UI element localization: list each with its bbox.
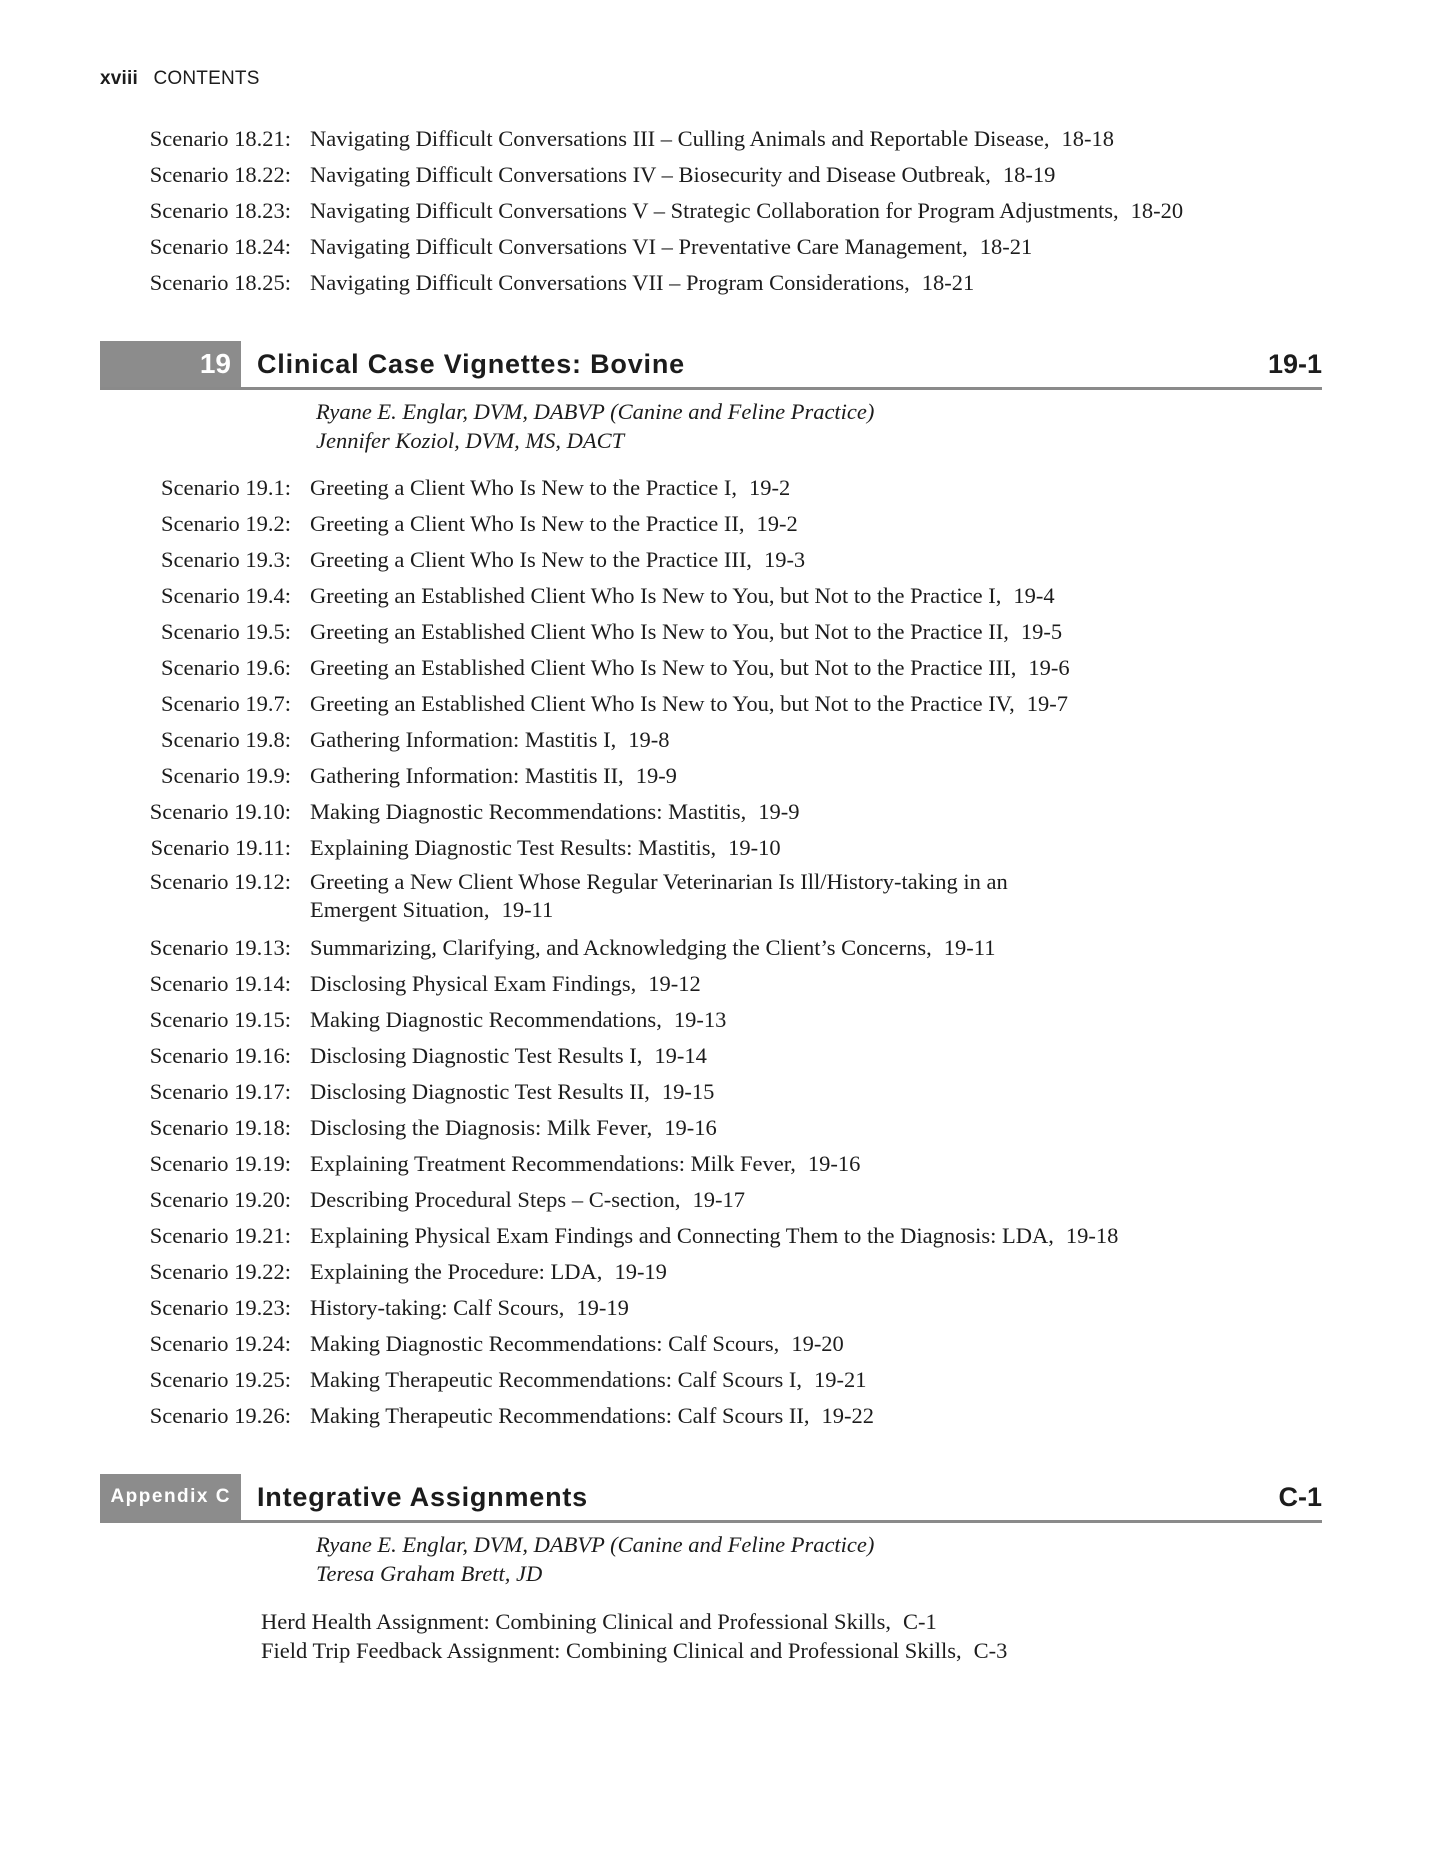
scenario-page: 19-17 bbox=[692, 1187, 746, 1212]
scenario-number: Scenario 18.21: bbox=[149, 126, 291, 151]
scenario-page: 18-19 bbox=[1002, 162, 1056, 187]
scenario-number: Scenario 19.13: bbox=[149, 935, 291, 960]
scenario-title: Describing Procedural Steps – C-section, bbox=[310, 1187, 681, 1212]
scenario-title: Navigating Difficult Conversations VII – Program Considerations, bbox=[310, 270, 910, 295]
toc-entry[interactable] bbox=[0, 1146, 1445, 1182]
toc-entry[interactable] bbox=[0, 966, 1445, 1002]
scenario-number: Scenario 19.25: bbox=[149, 1367, 291, 1392]
scenario-number: Scenario 19.1: bbox=[161, 475, 291, 500]
scenario-title: Disclosing Diagnostic Test Results I, bbox=[310, 1043, 643, 1068]
toc-entry[interactable] bbox=[0, 1182, 1445, 1218]
chapter-19-authors bbox=[316, 397, 874, 455]
scenario-page: 19-8 bbox=[628, 727, 670, 752]
scenario-page: 19-16 bbox=[807, 1151, 861, 1176]
scenario-number: Scenario 19.21: bbox=[149, 1223, 291, 1248]
appendix-title: Integrative Assignments bbox=[257, 1482, 588, 1512]
scenario-title: Greeting an Established Client Who Is New to You, but Not to the Practice III, bbox=[310, 655, 1017, 680]
scenario-page: 19-19 bbox=[576, 1295, 629, 1320]
scenario-number: Scenario 19.18: bbox=[149, 1115, 291, 1140]
chapter-number-badge: 19 bbox=[100, 341, 241, 387]
scenario-number: Scenario 18.22: bbox=[149, 162, 291, 187]
scenario-page: 19-20 bbox=[791, 1331, 844, 1356]
author-line: Ryane E. Englar, DVM, DABVP (Canine and Feline Practice) bbox=[316, 399, 875, 424]
scenario-number: Scenario 19.17: bbox=[149, 1079, 291, 1104]
scenario-number: Scenario 19.15: bbox=[149, 1007, 291, 1032]
scenario-number: Scenario 18.25: bbox=[149, 270, 291, 295]
toc-entry[interactable] bbox=[0, 1110, 1445, 1146]
scenario-title: Making Diagnostic Recommendations, bbox=[310, 1007, 662, 1032]
scenario-number: Scenario 19.5: bbox=[161, 619, 291, 644]
scenario-number: Scenario 19.8: bbox=[161, 727, 291, 752]
appendix-entry-title: Field Trip Feedback Assignment: Combining Clinical and Professional Skills, bbox=[261, 1638, 962, 1663]
scenario-number: Scenario 19.23: bbox=[149, 1295, 291, 1320]
scenario-page: 19-16 bbox=[664, 1115, 717, 1140]
scenario-title: Navigating Difficult Conversations VI – Preventative Care Management, bbox=[310, 234, 968, 259]
appendix-entry-page: C-3 bbox=[973, 1638, 1008, 1663]
toc-entry[interactable] bbox=[0, 1398, 1445, 1434]
scenario-number: Scenario 19.24: bbox=[149, 1331, 291, 1356]
scenario-page: 19-4 bbox=[1013, 583, 1055, 608]
author-line: Ryane E. Englar, DVM, DABVP (Canine and Feline Practice) bbox=[316, 1532, 875, 1557]
page-number: xviii bbox=[100, 68, 138, 89]
scenario-page: 18-21 bbox=[921, 270, 975, 295]
appendix-c-authors bbox=[316, 1530, 874, 1588]
chapter-title: Clinical Case Vignettes: Bovine bbox=[257, 349, 685, 379]
scenario-page: 19-7 bbox=[1026, 691, 1068, 716]
scenario-title: Greeting an Established Client Who Is New to You, but Not to the Practice IV, bbox=[310, 691, 1015, 716]
scenario-page: 19-13 bbox=[673, 1007, 727, 1032]
scenario-number: Scenario 19.20: bbox=[149, 1187, 291, 1212]
toc-entry[interactable] bbox=[0, 121, 1445, 157]
scenario-page: 18-21 bbox=[979, 234, 1033, 259]
scenario-page: 18-20 bbox=[1130, 198, 1184, 223]
toc-entry[interactable] bbox=[0, 686, 1445, 722]
scenario-title: Explaining Physical Exam Findings and Connecting Them to the Diagnosis: LDA, bbox=[310, 1223, 1054, 1248]
scenario-title: Disclosing Physical Exam Findings, bbox=[310, 971, 637, 996]
scenario-page: 19-21 bbox=[813, 1367, 867, 1392]
toc-entry[interactable] bbox=[0, 1074, 1445, 1110]
toc-entry[interactable] bbox=[0, 1002, 1445, 1038]
scenario-title: Greeting a New Client Whose Regular Veterinarian Is Ill/History-taking in an bbox=[310, 869, 1008, 894]
scenario-page: 19-18 bbox=[1065, 1223, 1119, 1248]
scenario-number: Scenario 19.22: bbox=[149, 1259, 291, 1284]
scenario-number: Scenario 19.4: bbox=[161, 583, 291, 608]
appendix-entry[interactable] bbox=[261, 1636, 1007, 1665]
scenario-number: Scenario 19.7: bbox=[161, 691, 291, 716]
scenario-title: Explaining Treatment Recommendations: Milk Fever, bbox=[310, 1151, 796, 1176]
scenario-title: Greeting an Established Client Who Is New to You, but Not to the Practice II, bbox=[310, 619, 1009, 644]
toc-entry[interactable] bbox=[0, 758, 1445, 794]
toc-entry[interactable] bbox=[0, 229, 1445, 265]
scenario-title: Greeting a Client Who Is New to the Practice I, bbox=[310, 475, 737, 500]
scenario-number: Scenario 19.6: bbox=[161, 655, 291, 680]
appendix-badge: Appendix C bbox=[100, 1474, 241, 1520]
scenario-title: Making Therapeutic Recommendations: Calf Scours I, bbox=[310, 1367, 802, 1392]
scenario-title: Summarizing, Clarifying, and Acknowledging the Client’s Concerns, bbox=[310, 935, 932, 960]
toc-entry[interactable] bbox=[0, 930, 1445, 966]
scenario-number: Scenario 18.23: bbox=[149, 198, 291, 223]
scenario-number: Scenario 19.14: bbox=[149, 971, 291, 996]
appendix-entry-page: C-1 bbox=[902, 1609, 937, 1634]
scenario-page: 19-6 bbox=[1028, 655, 1070, 680]
chapter-18-entries bbox=[0, 121, 1445, 301]
chapter-page: 19-1 bbox=[1267, 349, 1322, 379]
scenario-page: 19-19 bbox=[614, 1259, 667, 1284]
scenario-title: Gathering Information: Mastitis II, bbox=[310, 763, 624, 788]
toc-entry[interactable] bbox=[0, 1290, 1445, 1326]
scenario-number: Scenario 19.10: bbox=[149, 799, 291, 824]
scenario-number: Scenario 18.24: bbox=[149, 234, 291, 259]
toc-entry[interactable] bbox=[0, 542, 1445, 578]
toc-entry[interactable] bbox=[0, 1254, 1445, 1290]
scenario-number: Scenario 19.3: bbox=[161, 547, 291, 572]
appendix-entry[interactable] bbox=[261, 1607, 937, 1636]
toc-entry[interactable] bbox=[0, 794, 1445, 830]
scenario-page: 19-9 bbox=[635, 763, 677, 788]
scenario-title: Navigating Difficult Conversations V – Strategic Collaboration for Program Adjustments, bbox=[310, 198, 1119, 223]
toc-entry[interactable] bbox=[0, 722, 1445, 758]
toc-entry[interactable] bbox=[0, 193, 1445, 229]
scenario-title: Disclosing the Diagnosis: Milk Fever, bbox=[310, 1115, 653, 1140]
toc-entry[interactable] bbox=[0, 506, 1445, 542]
scenario-title-continued: Emergent Situation, bbox=[310, 897, 490, 922]
scenario-title: Greeting an Established Client Who Is New to You, but Not to the Practice I, bbox=[310, 583, 1002, 608]
toc-entry[interactable] bbox=[0, 470, 1445, 506]
running-head-label: CONTENTS bbox=[153, 68, 260, 89]
scenario-title: Gathering Information: Mastitis I, bbox=[310, 727, 617, 752]
scenario-title: Making Diagnostic Recommendations: Calf Scours, bbox=[310, 1331, 780, 1356]
toc-entry[interactable] bbox=[0, 650, 1445, 686]
scenario-page: 19-14 bbox=[654, 1043, 707, 1068]
scenario-title: Explaining Diagnostic Test Results: Mastitis, bbox=[310, 835, 717, 860]
scenario-page: 19-12 bbox=[648, 971, 701, 996]
scenario-title: Explaining the Procedure: LDA, bbox=[310, 1259, 603, 1284]
toc-entry[interactable] bbox=[0, 1326, 1445, 1362]
scenario-page: 19-15 bbox=[661, 1079, 715, 1104]
scenario-title: Greeting a Client Who Is New to the Practice II, bbox=[310, 511, 745, 536]
scenario-page: 19-11 bbox=[501, 897, 554, 922]
scenario-page: 18-18 bbox=[1061, 126, 1114, 151]
scenario-page: 19-11 bbox=[943, 935, 996, 960]
scenario-page: 19-2 bbox=[748, 475, 791, 500]
author-line: Jennifer Koziol, DVM, MS, DACT bbox=[316, 428, 625, 453]
scenario-title: Making Therapeutic Recommendations: Calf Scours II, bbox=[310, 1403, 810, 1428]
toc-entry[interactable] bbox=[0, 1362, 1445, 1398]
toc-entry[interactable] bbox=[0, 157, 1445, 193]
toc-entry[interactable] bbox=[0, 830, 1445, 866]
author-line: Teresa Graham Brett, JD bbox=[316, 1561, 543, 1586]
scenario-number: Scenario 19.9: bbox=[161, 763, 291, 788]
appendix-page: C-1 bbox=[1278, 1482, 1322, 1512]
scenario-number: Scenario 19.2: bbox=[161, 511, 291, 536]
scenario-page: 19-22 bbox=[821, 1403, 874, 1428]
scenario-title: History-taking: Calf Scours, bbox=[310, 1295, 565, 1320]
appendix-c-header[interactable] bbox=[100, 1474, 1322, 1523]
toc-entry[interactable] bbox=[0, 1218, 1445, 1254]
scenario-number: Scenario 19.19: bbox=[149, 1151, 291, 1176]
toc-entry[interactable] bbox=[0, 578, 1445, 614]
scenario-title: Making Diagnostic Recommendations: Mastitis, bbox=[310, 799, 747, 824]
scenario-number: Scenario 19.16: bbox=[149, 1043, 291, 1068]
toc-entry[interactable] bbox=[0, 1038, 1445, 1074]
toc-entry[interactable] bbox=[0, 614, 1445, 650]
running-head bbox=[100, 68, 260, 90]
scenario-page: 19-3 bbox=[763, 547, 806, 572]
scenario-title: Navigating Difficult Conversations IV – Biosecurity and Disease Outbreak, bbox=[310, 162, 991, 187]
scenario-number: Scenario 19.26: bbox=[149, 1403, 291, 1428]
scenario-page: 19-9 bbox=[758, 799, 800, 824]
toc-entry[interactable] bbox=[0, 265, 1445, 301]
scenario-page: 19-5 bbox=[1020, 619, 1063, 644]
scenario-page: 19-10 bbox=[728, 835, 781, 860]
chapter-19-entries bbox=[0, 470, 1445, 1434]
scenario-number: Scenario 19.12: bbox=[149, 869, 291, 894]
scenario-title: Disclosing Diagnostic Test Results II, bbox=[310, 1079, 650, 1104]
appendix-entry-title: Herd Health Assignment: Combining Clinical and Professional Skills, bbox=[261, 1609, 891, 1634]
scenario-number: Scenario 19.11: bbox=[150, 835, 291, 860]
scenario-title: Navigating Difficult Conversations III – Culling Animals and Reportable Disease, bbox=[310, 126, 1050, 151]
chapter-19-header[interactable] bbox=[100, 341, 1322, 390]
scenario-page: 19-2 bbox=[756, 511, 798, 536]
scenario-title: Greeting a Client Who Is New to the Practice III, bbox=[310, 547, 752, 572]
toc-entry[interactable] bbox=[0, 866, 1445, 930]
